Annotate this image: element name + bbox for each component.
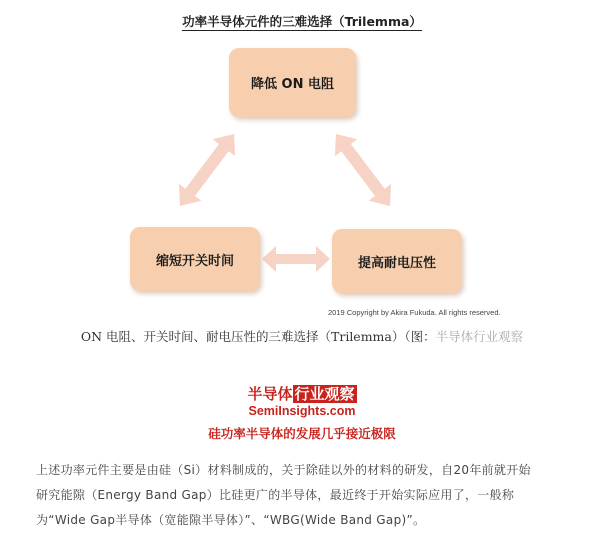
paragraph-line: 上述功率元件主要是由硅（Si）材料制成的，关于除硅以外的材料的研发，自20年前就开始 (36, 463, 531, 477)
copyright-note: 2019 Copyright by Akira Fukuda. All rights reserved. (328, 308, 501, 317)
paragraph-line: 研究能隙（Energy Band Gap）比硅更广的半导体，最近终于开始实际应用了，一般称 (36, 488, 515, 502)
figure-caption (0, 327, 604, 345)
section-heading: 硅功率半导体的发展几乎接近极限 (208, 426, 396, 441)
double-arrow-left-right (262, 246, 330, 272)
brand-name-part1: 半导体 (247, 385, 293, 403)
box-left-label: 缩短开关时间 (155, 253, 234, 269)
box-right-label: 提高耐电压性 (357, 255, 436, 271)
brand-name (0, 383, 604, 404)
body-paragraph (36, 458, 568, 533)
box-reduce-on-resistance (229, 48, 356, 117)
figure-title: 功率半导体元件的三难选择（Trilemma） (182, 14, 422, 29)
trilemma-diagram (125, 45, 525, 325)
brand-logo (0, 383, 604, 418)
paragraph-line: 为“Wide Gap半导体（宽能隙半导体）”、“WBG(Wide Band Gap)”。 (36, 513, 426, 527)
box-top-label: 降低 ON 电阻 (251, 77, 334, 92)
box-improve-voltage-withstand (332, 229, 462, 293)
double-arrow-top-left (169, 126, 246, 215)
brand-name-part2: 行业观察 (294, 385, 355, 403)
caption-watermark: 半导体行业观察 (435, 329, 524, 344)
double-arrow-top-right (325, 126, 402, 215)
brand-domain: SemiInsights.com (248, 404, 356, 418)
caption-text: ON 电阻、开关时间、耐电压性的三难选择（Trilemma）（图： (80, 329, 436, 344)
box-shorten-switching-time (130, 227, 260, 291)
